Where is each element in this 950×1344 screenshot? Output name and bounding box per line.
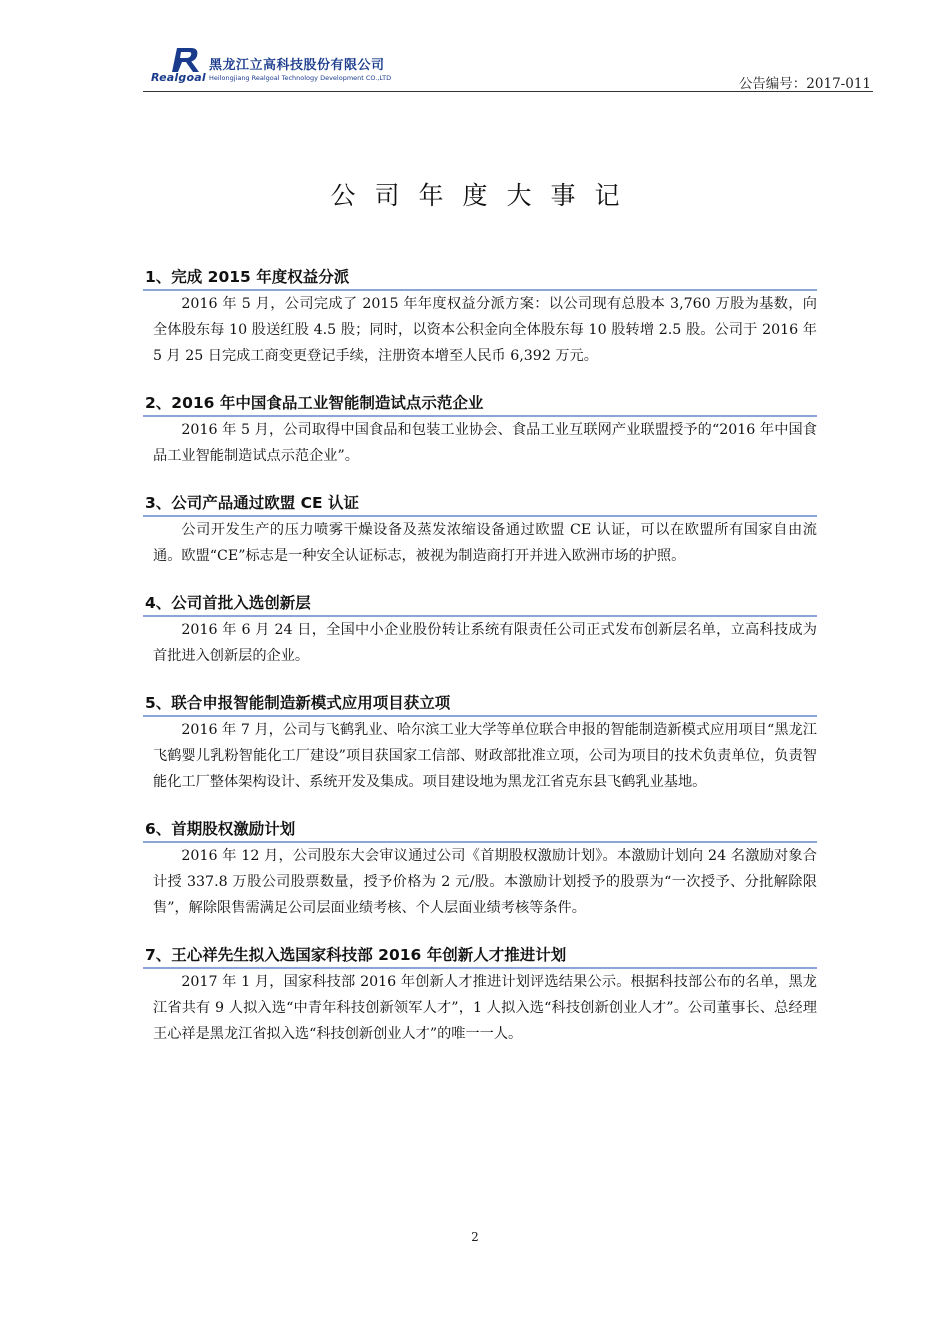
section-body: 2016 年 6 月 24 日，全国中小企业股份转让系统有限责任公司正式发布创新层名单，立高科技成为首批进入创新层的企业。 — [153, 622, 817, 664]
company-logo-icon — [169, 46, 201, 74]
section-heading: 7、王心祥先生拟入选国家科技部 2016 年创新人才推进计划 — [145, 946, 567, 964]
event-section — [143, 391, 817, 469]
event-section — [143, 817, 817, 921]
header-divider — [143, 91, 873, 92]
event-list — [143, 265, 817, 1069]
section-heading: 5、联合申报智能制造新模式应用项目获立项 — [145, 694, 451, 712]
section-heading: 4、公司首批入选创新层 — [145, 594, 311, 612]
notice-number: 公告编号：2017-011 — [738, 76, 871, 92]
section-heading: 6、首期股权激励计划 — [145, 820, 296, 838]
company-name-cn: 黑龙江立高科技股份有限公司 — [209, 58, 385, 73]
event-section — [143, 491, 817, 569]
logo-wordmark: Realgoal — [151, 71, 206, 84]
section-body: 2017 年 1 月，国家科技部 2016 年创新人才推进计划评选结果公示。根据科技部公布的名单，黑龙江省共有 9 人拟入选“中青年科技创新领军人才”，1 人拟入选“科技创新创业人才”。公司董事长、总经理王心祥是黑龙江省拟入选“科技创新创业人才”的唯一一人。 — [153, 974, 817, 1042]
document-title: 公司年度大事记 — [330, 181, 639, 210]
event-section — [143, 943, 817, 1047]
company-name-en: Heilongjiang Realgoal Technology Development CO.,LTD — [209, 74, 392, 82]
event-section — [143, 265, 817, 369]
section-body: 2016 年 12 月，公司股东大会审议通过公司《首期股权激励计划》。本激励计划向 24 名激励对象合计授 337.8 万股公司股票数量，授予价格为 2 元/股。本激励计划授予的股票为“一次授予、分批解除限售”，解除限售需满足公司层面业绩考核、个人层面业绩考核等条件。 — [153, 848, 817, 916]
section-heading: 2、2016 年中国食品工业智能制造试点示范企业 — [145, 394, 484, 412]
event-section — [143, 591, 817, 669]
section-heading: 3、公司产品通过欧盟 CE 认证 — [145, 494, 360, 512]
section-body: 2016 年 7 月，公司与飞鹤乳业、哈尔滨工业大学等单位联合申报的智能制造新模式应用项目“黑龙江飞鹤婴儿乳粉智能化工厂建设”项目获国家工信部、财政部批准立项，公司为项目的技术负责单位，负责智能化工厂整体架构设计、系统开发及集成。项目建设地为黑龙江省克东县飞鹤乳业基地。 — [153, 722, 817, 790]
section-heading: 1、完成 2015 年度权益分派 — [145, 268, 350, 286]
section-body: 公司开发生产的压力喷雾干燥设备及蒸发浓缩设备通过欧盟 CE 认证，可以在欧盟所有国家自由流通。欧盟“CE”标志是一种安全认证标志，被视为制造商打开并进入欧洲市场的护照。 — [153, 522, 817, 564]
event-section — [143, 691, 817, 795]
section-body: 2016 年 5 月，公司完成了 2015 年年度权益分派方案：以公司现有总股本 3,760 万股为基数，向全体股东每 10 股送红股 4.5 股；同时，以资本公积金向全体股东每 10 股转增 2.5 股。公司于 2016 年 5 月 25 日完成工商变更登记手续，注册资本增至人民币 6,392 万元。 — [153, 296, 817, 364]
page-header — [143, 46, 873, 92]
section-body: 2016 年 5 月，公司取得中国食品和包装工业协会、食品工业互联网产业联盟授予的“2016 年中国食品工业智能制造试点示范企业”。 — [153, 422, 817, 464]
page-number: 2 — [471, 1230, 479, 1244]
